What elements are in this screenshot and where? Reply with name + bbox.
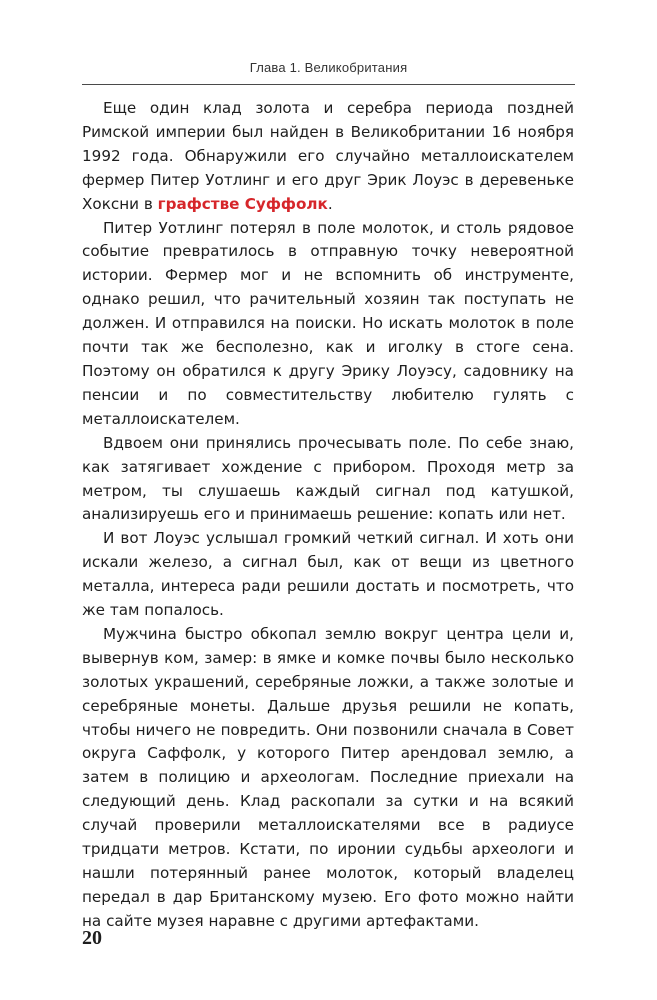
- page-number: 20: [82, 927, 102, 949]
- paragraph-5: Мужчина быстро обкопал землю вокруг центра цели и, вывернув ком, замер: в ямке и комке почвы было несколько золотых украшений, серебряные ложки, а также золотые и серебряные монеты. Дальше друзья решили не копать, чтобы ничего не повредить. Они позвонили сначала в Совет округа Саффолк, у которого Питер арендовал землю, а затем в полицию и археологам. Последние приехали на следующий день. Клад раскопали за сутки и на всякий случай проверили металлоискателями все в радиусе тридцати метров. Кстати, по иронии судьбы археологи и нашли потерянный ранее молоток, который владелец передал в дар Британскому музею. Его фото можно найти на сайте музея наравне с другими артефактами.: [82, 624, 574, 930]
- paragraph-3: Вдвоем они принялись прочесывать поле. По себе знаю, как затягивает хождение с прибором. Проходя метр за метром, ты слушаешь каждый сигнал под катушкой, анализируешь его и принимаешь решение: копать или нет.: [82, 433, 574, 524]
- body-text: [82, 97, 574, 934]
- highlighted-term: графстве Суффолк: [157, 194, 328, 213]
- paragraph-2: Питер Уотлинг потерял в поле молоток, и столь рядовое событие превратилось в отправную точку невероятной истории. Фермер мог и не вспомнить об инструменте, однако решил, что рачительный хозяин так поступать не должен. И отправился на поиски. Но искать молоток в поле почти так же бесполезно, как и иголку в стоге сена. Поэтому он обратился к другу Эрику Лоуэсу, садовнику на пенсии и по совместительству любителю гулять с металлоискателем.: [82, 218, 574, 428]
- running-header: Глава 1. Великобритания: [249, 60, 408, 75]
- header-divider: [82, 84, 575, 85]
- paragraph-1-end: .: [327, 194, 333, 213]
- paragraph-1: [82, 97, 574, 217]
- paragraph-4: И вот Лоуэс услышал громкий четкий сигнал. И хоть они искали железо, а сигнал был, как от вещи из цветного металла, интереса ради решили достать и посмотреть, что же там попалось.: [82, 529, 574, 620]
- paragraph-1-text: Еще один клад золота и серебра периода поздней Римской империи был найден в Великобритании 16 ноября 1992 года. Обнаружили его случайно металлоискателем фермер Питер Уотлинг и его друг Эрик Лоуэс в деревеньке Хоксни в: [82, 99, 574, 213]
